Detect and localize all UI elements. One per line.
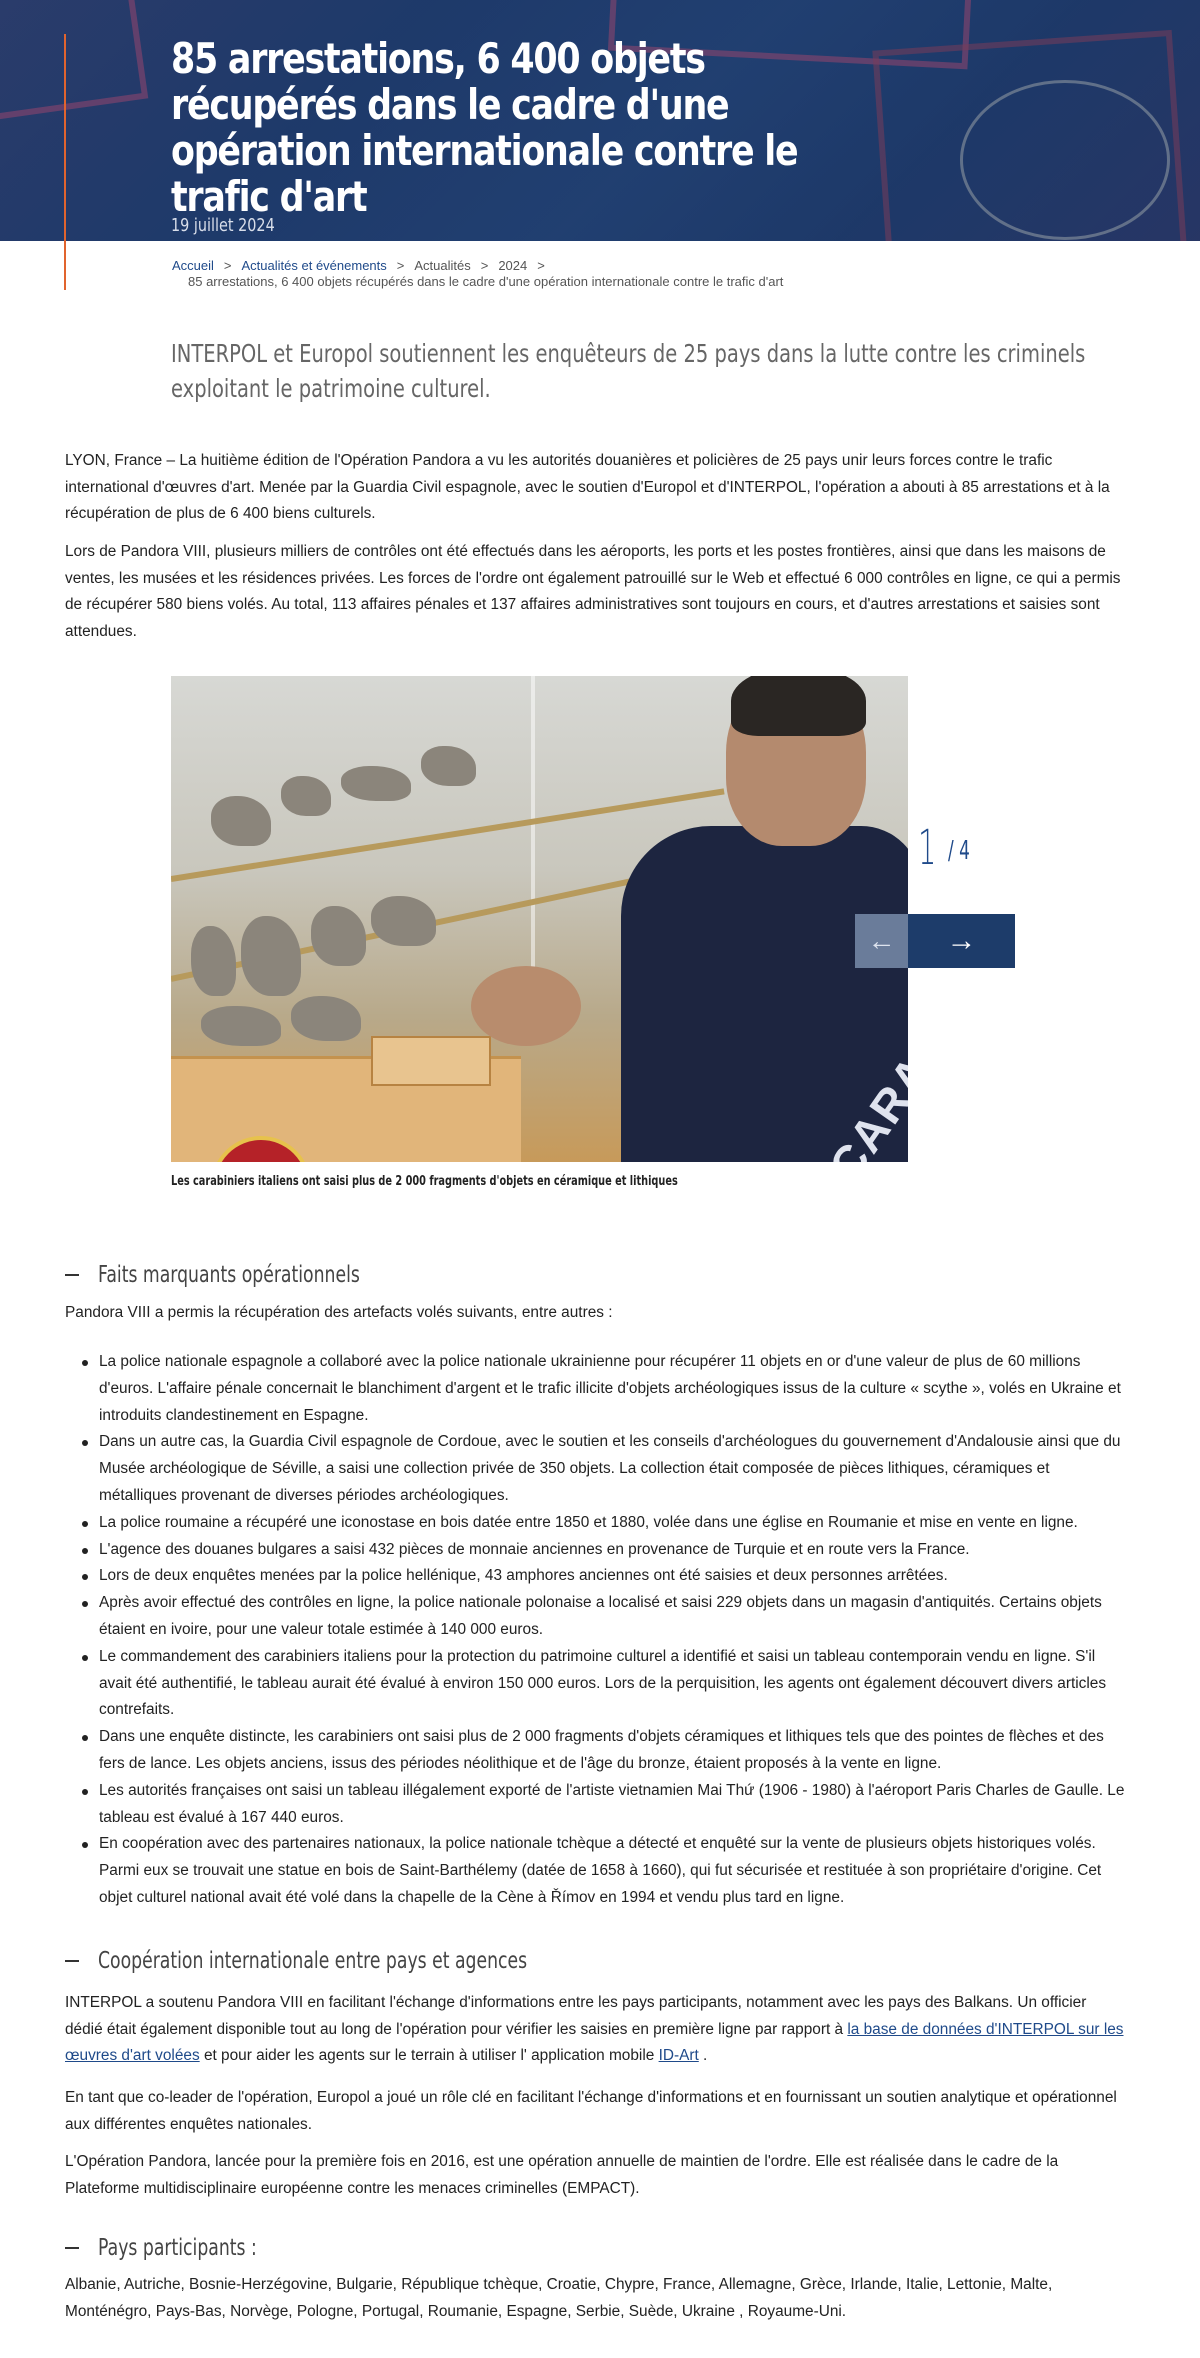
section-toggle-countries[interactable] [65, 2235, 310, 2261]
collapse-icon [65, 2247, 79, 2249]
breadcrumb-home[interactable]: Accueil [172, 258, 214, 273]
artifact-stone [191, 926, 236, 996]
body-paragraph: En tant que co-leader de l'opération, Europol a joué un rôle clé en facilitant l'échange d'informations et en fournissant un soutien analytique et opérationnel aux différentes enquêtes nationales. [65, 2089, 1117, 2133]
breadcrumb [172, 258, 784, 289]
id-art-link[interactable]: ID-Art [658, 2047, 699, 2064]
image-caption: Les carabiniers italiens ont saisi plus de 2 000 fragments d'objets en céramique et lithiques [171, 1174, 678, 1189]
carousel-prev-button[interactable] [855, 914, 908, 968]
hero-background-shape [0, 0, 148, 121]
publish-date: 19 juillet 2024 [171, 215, 275, 236]
paragraph-text: INTERPOL a soutenu Pandora VIII en facilitant l'échange d'informations entre les pays participants, notamment avec les pays des Balkans. Un officier dédié était également disponible tout au long de l'opération pour vérifier les saisies en première ligne par rapport à [65, 1994, 1087, 2038]
list-item: Lors de deux enquêtes menées par la police hellénique, 43 amphores anciennes ont été saisies et deux personnes arrêtées. [65, 1563, 1125, 1590]
officer-hand [471, 966, 581, 1046]
list-item: Le commandement des carabiniers italiens pour la protection du patrimoine culturel a identifié et saisi un tableau contemporain vendu en ligne. S'il avait été authentifié, le tableau aurait été évalué à environ 150 000 euros. Lors de la perquisition, les agents ont également découvert divers articles contrefaits. [65, 1644, 1125, 1724]
arrow-right-icon: → [946, 924, 977, 957]
display-drawer [371, 1036, 491, 1086]
artifact-stone [211, 796, 271, 846]
artifact-stone [241, 916, 301, 996]
carousel-image [171, 676, 908, 1162]
artifact-stone [201, 1006, 281, 1046]
list-item: Après avoir effectué des contrôles en ligne, la police nationale polonaise a localisé et saisi 229 objets dans un magasin d'antiquités. Certains objets étaient en ivoire, pour une valeur totale estimée à 140 000 euros. [65, 1590, 1125, 1644]
body-paragraph: LYON, France – La huitième édition de l'Opération Pandora a vu les autorités douanières et policières de 25 pays unir leurs forces contre le trafic international d'œuvres d'art. Menée par la Guardia Civil espagnole, avec le soutien d'Europol et d'INTERPOL, l'opération a abouti à 85 arrestations et à la récupération de plus de 6 400 biens culturels. [65, 452, 1110, 522]
artifact-stone [341, 766, 411, 801]
list-item: L'agence des douanes bulgares a saisi 432 pièces de monnaie anciennes en provenance de Turquie et en route vers la France. [65, 1537, 1125, 1564]
page-title: 85 arrestations, 6 400 objets récupérés dans le cadre d'une opération internationale contre le trafic d'art [171, 34, 798, 221]
breadcrumb-separator: > [480, 258, 489, 273]
list-item: La police nationale espagnole a collaboré avec la police nationale ukrainienne pour récupérer 11 objets en or d'une valeur de plus de 60 millions d'euros. L'affaire pénale concernait le blanchiment d'argent et le trafic illicite d'objets archéologiques issus de la culture « scythe », volés en Ukraine et introduits clandestinement en Espagne. [65, 1349, 1125, 1429]
section-title: Coopération internationale entre pays et agences [98, 1948, 528, 1974]
collapse-icon [65, 1960, 79, 1962]
breadcrumb-news[interactable]: Actualités [414, 258, 471, 273]
section-toggle-cooperation[interactable] [65, 1948, 670, 1974]
list-item: En coopération avec des partenaires nationaux, la police nationale tchèque a détecté et enquêté sur la vente de plusieurs objets historiques volés. Parmi eux se trouvait une statue en bois de Saint-Barthélemy (datée de 1658 à 1660), qui fut sécurisée et restituée à son propriétaire d'origine. Cet objet culturel national avait été volé dans la chapelle de la Cène à Římov en 1994 et vendu plus tard en ligne. [65, 1831, 1125, 1911]
carousel-counter [918, 820, 970, 876]
body-paragraph [65, 1990, 1125, 2070]
list-item: Les autorités françaises ont saisi un tableau illégalement exporté de l'artiste vietnamien Mai Thứ (1906 - 1980) à l'aéroport Paris Charles de Gaulle. Le tableau est évalué à 167 440 euros. [65, 1778, 1125, 1832]
carousel-total: / 4 [948, 836, 970, 866]
officer-hair [731, 676, 866, 736]
section-title: Pays participants : [98, 2235, 257, 2261]
section-intro: Pandora VIII a permis la récupération des artefacts volés suivants, entre autres : [65, 1304, 613, 1321]
breadcrumb-separator: > [396, 258, 405, 273]
arrow-left-icon: ← [867, 925, 896, 956]
highlights-list [65, 1349, 1125, 1912]
artifact-stone [421, 746, 476, 786]
lead-paragraph: INTERPOL et Europol soutiennent les enquêteurs de 25 pays dans la lutte contre les criminels exploitant le patrimoine culturel. [171, 339, 1086, 403]
list-item: La police roumaine a récupéré une iconostase en bois datée entre 1850 et 1880, volée dans une église en Roumanie et mise en vente en ligne. [65, 1510, 1125, 1537]
interpol-database-link[interactable]: la base de données d'INTERPOL sur les œuvres d'art volées [65, 2020, 1124, 2064]
artifact-stone [291, 996, 361, 1041]
breadcrumb-current: 85 arrestations, 6 400 objets récupérés dans le cadre d'une opération internationale contre le trafic d'art [188, 274, 784, 289]
body-paragraph: L'Opération Pandora, lancée pour la première fois en 2016, est une opération annuelle de maintien de l'ordre. Elle est réalisée dans le cadre de la Plateforme multidisciplinaire européenne contre les menaces criminelles (EMPACT). [65, 2153, 1059, 2197]
list-item: Dans une enquête distincte, les carabiniers ont saisi plus de 2 000 fragments d'objets céramiques et lithiques tels que des pointes de flèches et des fers de lance. Les objets anciens, issus des périodes néolithique et de l'âge du bronze, étaient proposés à la vente en ligne. [65, 1724, 1125, 1778]
breadcrumb-news-events[interactable]: Actualités et événements [241, 258, 387, 273]
section-title: Faits marquants opérationnels [98, 1262, 360, 1288]
artifact-stone [371, 896, 436, 946]
section-toggle-highlights[interactable] [65, 1262, 447, 1288]
hero-background-shape [960, 80, 1170, 240]
paragraph-text: et pour aider les agents sur le terrain à utiliser l' application mobile [199, 2047, 659, 2064]
paragraph-text: . [698, 2047, 708, 2064]
artifact-stone [281, 776, 331, 816]
carousel-current-index: 1 [918, 820, 937, 876]
hero-banner [0, 0, 1200, 241]
artifact-stone [311, 906, 366, 966]
accent-line [64, 34, 66, 290]
breadcrumb-separator: > [223, 258, 232, 273]
breadcrumb-separator: > [537, 258, 545, 273]
list-item: Dans un autre cas, la Guardia Civil espagnole de Cordoue, avec le soutien et les conseils d'archéologues du gouvernement d'Andalousie ainsi que du Musée archéologique de Séville, a saisi une collection privée de 350 objets. La collection était composée de pièces lithiques, céramiques et métalliques provenant de diverses périodes archéologiques. [65, 1429, 1125, 1509]
breadcrumb-year[interactable]: 2024 [498, 258, 528, 273]
body-paragraph: Lors de Pandora VIII, plusieurs milliers de contrôles ont été effectués dans les aéroports, les ports et les postes frontières, ainsi que dans les maisons de ventes, les musées et les résidences privées. Les forces de l'ordre ont également patrouillé sur le Web et effectué 6 000 contrôles en ligne, ce qui a permis de récupérer 580 biens volés. Au total, 113 affaires pénales et 137 affaires administratives sont toujours en cours, et d'autres arrestations et saisies sont attendues. [65, 543, 1121, 640]
carousel-next-button[interactable] [908, 914, 1015, 968]
collapse-icon [65, 1274, 79, 1276]
participating-countries: Albanie, Autriche, Bosnie-Herzégovine, Bulgarie, République tchèque, Croatie, Chypre, France, Allemagne, Grèce, Irlande, Italie, Lettonie, Malte, Monténégro, Pays-Bas, Norvège, Pologne, Portugal, Roumanie, Espagne, Serbie, Suède, Ukraine , Royaume-Uni. [65, 2276, 1053, 2320]
showcase-glass [531, 676, 535, 976]
